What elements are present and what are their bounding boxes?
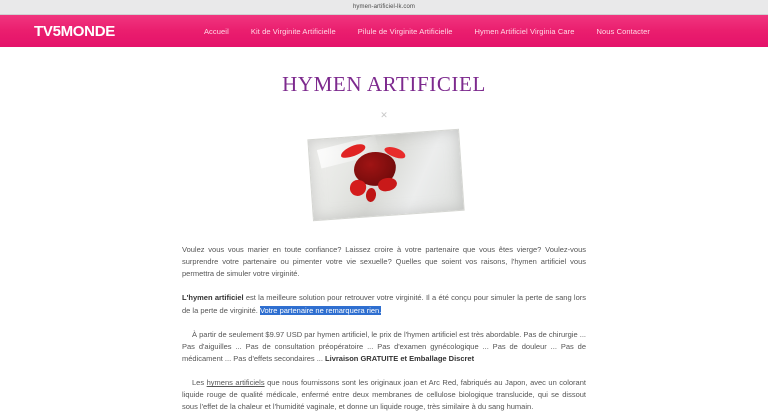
page-content [0, 72, 768, 414]
nav-item-accueil[interactable]: Accueil [203, 26, 229, 36]
paragraph-solution-rest: est la meilleure solution pour retrouver votre virginité. Il a été conçu pour simuler la perte de sang lors de la perte de virginité. [182, 293, 586, 315]
browser-address-bar[interactable] [0, 0, 768, 15]
nav-item-pilule-virginite[interactable]: Pilule de Virginite Artificielle [357, 26, 453, 36]
nav-item-hymen-virginia-care[interactable]: Hymen Artificiel Virginia Care [474, 26, 575, 36]
site-logo[interactable]: TV5MONDE [34, 22, 115, 40]
page-title: HYMEN ARTIFICIEL [282, 72, 486, 96]
selected-text[interactable]: Votre partenaire ne remarquera rien. [259, 305, 382, 315]
product-image-container [0, 126, 768, 222]
paragraph-price [182, 329, 586, 365]
paragraph-origin-prefix: Les [192, 378, 207, 388]
paragraph-price-text: À partir de seulement $9.97 USD par hymen artificiel, le prix de l'hymen artificiel est très abordable. Pas de chirurgie ... Pas d'aiguilles ... Pas de consultation préopératoire ... Pas d'examen gynécologique ... Pas de douleur ... Pas de médicament ... Pas d'effets secondaires ... [182, 329, 586, 363]
article-body [182, 244, 586, 414]
product-image [296, 126, 472, 222]
site-header [0, 15, 768, 47]
close-icon[interactable]: ✕ [380, 110, 388, 120]
paragraph-intro: Voulez vous vous marier en toute confiance? Laissez croire à votre partenaire que vous êtes vierge? Voulez-vous surprendre votre partenaire ou pimenter votre vie sexuelle? Quelles que soient vos raisons, l'hymen artificiel vous permettra de simuler votre virginité. [182, 245, 586, 279]
paragraph-price-highlight: Livraison GRATUITE et Emballage Discret [325, 353, 475, 363]
url-text: hymen-artificiel-lk.com [353, 4, 415, 10]
hymens-artificiels-link[interactable]: hymens artificiels [206, 378, 265, 388]
paragraph-origin [182, 377, 586, 413]
paragraph-solution-lead: L'hymen artificiel [182, 293, 244, 303]
paragraph-solution [182, 292, 586, 316]
main-navigation [193, 27, 661, 36]
nav-item-nous-contacter[interactable]: Nous Contacter [596, 26, 651, 36]
nav-item-kit-virginite[interactable]: Kit de Virginite Artificielle [250, 26, 336, 36]
paragraph-origin-rest: que nous fournissons sont les originaux joan et Arc Red, fabriqués au Japon, avec un colorant liquide rouge de qualité médicale, enfermé entre deux membranes de cellulose biologique translucide, qui se dissout sous l'effet de la chaleur et l'humidité vaginale, et donne un liquide rouge, très similaire à du sang humain. [182, 378, 586, 412]
